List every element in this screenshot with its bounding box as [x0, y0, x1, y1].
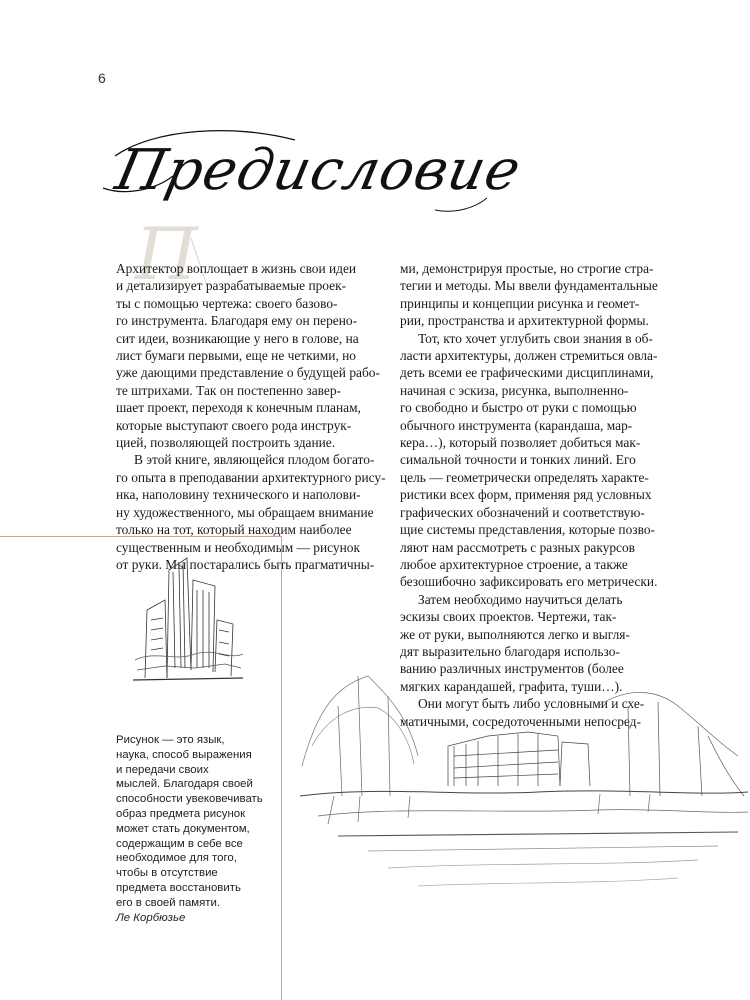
text-line: ты с помощью чертежа: своего базово-: [116, 295, 338, 311]
paragraph: [400, 260, 692, 330]
text-line: эскизы своих проектов. Чертежи, так-: [400, 609, 617, 625]
text-line: нка, наполовину технического и наполови-: [116, 487, 361, 503]
text-line: Тот, кто хочет углубить свои знания в об-: [418, 330, 653, 346]
text-line: ну художественного, мы обращаем внимание: [116, 504, 374, 520]
text-column-left: [116, 260, 392, 573]
quote-line: его в своей памяти.: [116, 896, 221, 909]
paragraph: [116, 260, 392, 451]
text-line: ванию различных инструментов (более: [400, 661, 624, 677]
text-line: го свободно и быстро от руки с помощью: [400, 400, 637, 416]
text-line: ми, демонстрируя простые, но строгие стра-: [400, 261, 654, 276]
text-line: симальной точности и тонких линий. Его: [400, 452, 636, 468]
text-line: от руки. Мы постарались быть прагматичны-: [116, 556, 375, 572]
chapter-title: Предисловие: [110, 138, 527, 203]
text-line: лист бумаги первыми, еще не четкими, но: [116, 348, 357, 364]
text-line: мягких карандашей, графита, туши…).: [400, 678, 623, 694]
text-line: обычного инструмента (карандаша, мар-: [400, 417, 633, 433]
text-line: шает проект, переходя к конечным планам,: [116, 400, 361, 416]
text-line: же от руки, выполняются легко и выгля-: [400, 626, 630, 642]
quote-line: содержащим в себе все: [116, 837, 243, 850]
text-line: го опыта в преподавании архитектурного рису-: [116, 469, 386, 485]
text-line: графических обозначений и соответствую-: [400, 504, 645, 520]
text-line: принципы и концепции рисунка и геомет-: [400, 295, 640, 311]
quote-line: необходимое для того,: [116, 852, 237, 865]
text-line: дят выразительно благодаря использо-: [400, 643, 620, 659]
quote-lines: [116, 733, 276, 911]
quote-line: мыслей. Благодаря своей: [116, 778, 253, 791]
text-line: существенным и необходимым — рисунок: [116, 539, 360, 555]
text-line: только на тот, который находим наиболее: [116, 522, 352, 538]
text-line: и детализирует разрабатываемые проек-: [116, 278, 347, 294]
text-line: сит идеи, возникающие у него в голове, на: [116, 330, 359, 346]
text-line: уже дающими представление о будущей рабо-: [116, 365, 380, 381]
text-line: матичными, сосредоточенными непосред-: [400, 713, 641, 729]
sidebar-quote: [116, 733, 276, 925]
quote-author: Ле Корбюзье: [116, 911, 186, 924]
paragraph: [400, 330, 692, 591]
text-line: те штрихами. Так он постепенно завер-: [116, 382, 341, 398]
text-line: которые выступают своего рода инструк-: [116, 417, 352, 433]
text-line: го инструмента. Благодаря ему он перено-: [116, 313, 358, 329]
text-line: ласти архитектуры, должен стремиться овла-: [400, 348, 658, 364]
text-line: рии, пространства и архитектурной формы.: [400, 313, 649, 329]
text-line: тегии и методы. Мы ввели фундаментальные: [400, 278, 658, 294]
text-line: В этой книге, являющейся плодом богато-: [134, 452, 375, 468]
landscape-sketch: [298, 646, 750, 916]
quote-line: может стать документом,: [116, 822, 250, 835]
page-number: 6: [98, 70, 106, 86]
text-line: любое архитектурное строение, а также: [400, 556, 628, 572]
text-line: безошибочно зафиксировать его метрически.: [400, 574, 658, 590]
quote-line: наука, способ выражения: [116, 748, 252, 761]
text-line: цией, позволяющей построить здание.: [116, 435, 336, 451]
quote-line: способности увековечивать: [116, 793, 263, 806]
text-line: начиная с эскиза, рисунка, выполненно-: [400, 382, 629, 398]
text-line: Они могут быть либо условными и схе-: [418, 696, 645, 712]
quote-line: и передачи своих: [116, 763, 209, 776]
text-line: деть всеми ее графическими дисциплинами,: [400, 365, 654, 381]
quote-line: Рисунок — это язык,: [116, 734, 225, 746]
text-line: Архитектор воплощает в жизнь свои идеи: [116, 261, 357, 276]
quote-line: чтобы в отсутствие: [116, 867, 218, 880]
quote-line: образ предмета рисунок: [116, 807, 246, 820]
building-sketch-small: [125, 550, 250, 690]
text-line: Затем необходимо научиться делать: [418, 591, 623, 607]
text-line: щие системы представления, которые позво-: [400, 522, 655, 538]
quote-line: предмета восстановить: [116, 881, 241, 894]
text-line: кера…), который позволяет добиться мак-: [400, 435, 641, 451]
text-line: цель — геометрически определять характе-: [400, 469, 649, 485]
text-line: ляют нам рассмотреть с разных ракурсов: [400, 539, 636, 555]
ghost-letter-p: П: [135, 212, 198, 296]
text-line: ристики всех форм, применяя ряд условных: [400, 487, 652, 503]
